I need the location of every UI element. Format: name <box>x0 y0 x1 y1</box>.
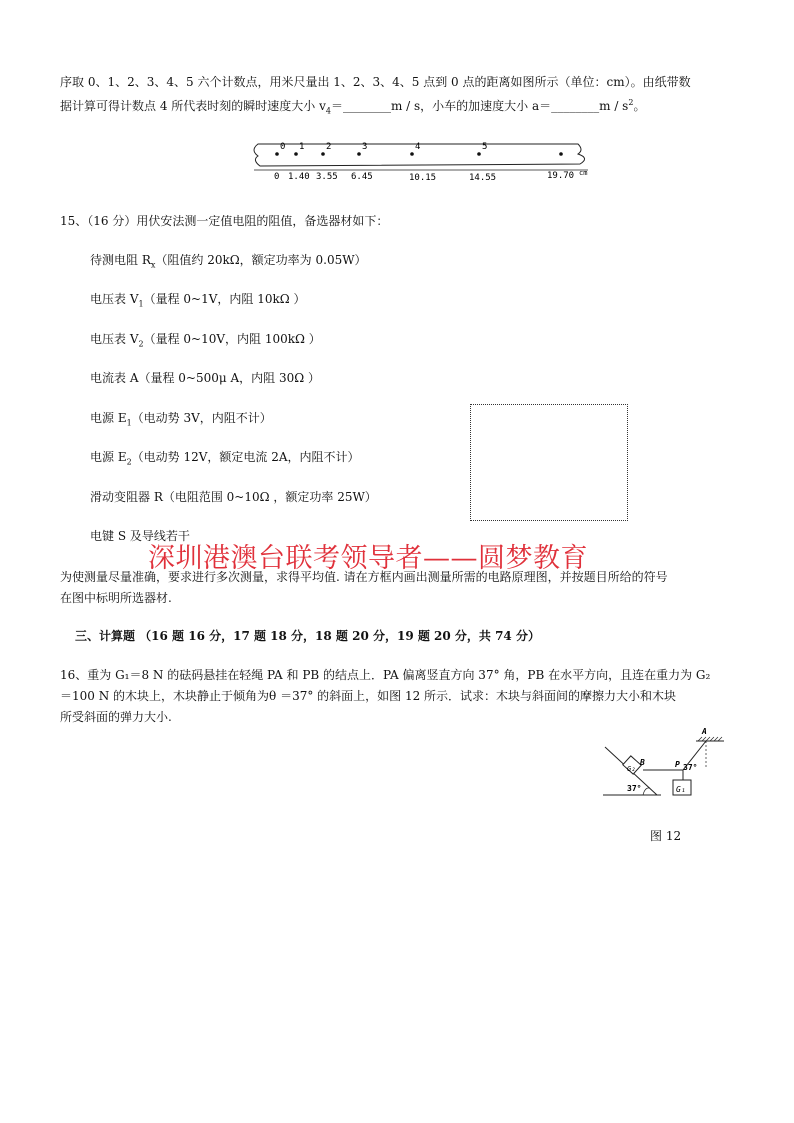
tape-dot-6 <box>559 152 563 156</box>
tape-dot-1 <box>294 152 298 156</box>
label-b: B <box>640 758 645 767</box>
q16-line-3: 所受斜面的弹力大小. <box>60 710 172 724</box>
q15-instruction-1: 为使测量尽量准确，要求进行多次测量，求得平均值. 请在方框内画出测量所需的电路原理图，并按题目所给的符号 <box>60 570 668 584</box>
tape-dot-5 <box>477 152 481 156</box>
label-p: P <box>675 760 680 769</box>
q15-item-e2: 电源 $E_2$（电动势 12V，额定电流 2A，内阻不计） <box>90 450 360 467</box>
q15-item-e1: 电源 $E_1$（电动势 3V，内阻不计） <box>90 411 272 428</box>
tape-point-label-4: 4 <box>415 142 421 152</box>
q15-item-ammeter: 电流表 A（量程 0~500μ A，内阻 30Ω ） <box>90 371 321 385</box>
tape-distance-0: 0 <box>274 172 280 182</box>
figure-12-caption: 图 12 <box>650 829 682 843</box>
tape-distance-2: 3.55 <box>316 172 338 182</box>
q15-item-v2: 电压表 $V_2$（量程 0~10V，内阻 100kΩ ） <box>90 332 321 349</box>
tape-distance-6: 19.70 <box>547 171 575 181</box>
tape-point-label-5: 5 <box>482 142 488 152</box>
tape-distance-3: 6.45 <box>351 172 373 182</box>
intro-line-1: 序取 0、1、2、3、4、5 六个计数点，用米尺量出 1、2、3、4、5 点到 0 点的距离如图所示（单位：cm）。由纸带数 <box>60 75 691 89</box>
intro-line-2: 据计算可得计数点 4 所代表时刻的瞬时速度大小 $v_4=\_\_\_\_\_\_\_\_m / s$，小车的加速度大小 a＝________m / $s^2$。 <box>60 98 646 116</box>
label-angle-rope: 37° <box>683 763 698 772</box>
tape-distance-1: 1.40 <box>288 172 310 182</box>
tape-distance-4: 10.15 <box>409 173 437 183</box>
circuit-answer-box[interactable] <box>470 404 628 521</box>
label-g1: G₁ <box>676 785 686 794</box>
q16-line-1: 16、重为 G₁＝8 N 的砝码悬挂在轻绳 PA 和 PB 的结点上．PA 偏离竖直方向 37° 角，PB 在水平方向，且连在重力为 G₂ <box>60 668 711 682</box>
tape-point-label-3: 3 <box>362 142 368 152</box>
label-angle-incline: 37° <box>627 784 642 793</box>
q15-item-switch: 电键 S 及导线若干 <box>90 529 190 543</box>
tape-unit: cm <box>579 169 588 177</box>
tape-dot-3 <box>357 152 361 156</box>
tape-dot-2 <box>321 152 325 156</box>
label-g2: G₂ <box>627 765 636 773</box>
q15-item-v1: 电压表 $V_1$（量程 0~1V，内阻 10kΩ ） <box>90 292 306 309</box>
section-3-heading: 三、计算题 （16 题 16 分，17 题 18 分，18 题 20 分，19 题 20 分，共 74 分） <box>75 629 540 643</box>
tape-point-label-2: 2 <box>326 142 332 152</box>
ceiling-hatch <box>698 737 722 741</box>
watermark-text: 深圳港澳台联考领导者——圆梦教育 <box>148 543 588 574</box>
q15-item-rx: 待测电阻 $R_x$（阻值约 20kΩ，额定功率为 0.05W） <box>90 253 367 270</box>
tape-dot-4 <box>410 152 414 156</box>
q15-item-rheostat: 滑动变阻器 R（电阻范围 0~10Ω ，额定功率 25W） <box>90 490 377 504</box>
tape-distance-5: 14.55 <box>469 173 497 183</box>
tape-point-label-1: 1 <box>299 142 305 152</box>
tape-dot-0 <box>275 152 279 156</box>
label-a: A <box>702 727 707 736</box>
q15-title: 15、（16 分）用伏安法测一定值电阻的阻值，备选器材如下： <box>60 214 389 228</box>
q15-instruction-2: 在图中标明所选器材. <box>60 591 172 605</box>
q16-line-2: ＝100 N 的木块上，木块静止于倾角为θ ＝37° 的斜面上，如图 12 所示．试求：木块与斜面间的摩擦力大小和木块 <box>60 689 677 703</box>
paper-tape-figure <box>248 138 593 183</box>
tape-point-label-0: 0 <box>280 142 286 152</box>
figure-12-diagram <box>603 725 728 800</box>
incline-angle-arc <box>643 788 650 795</box>
